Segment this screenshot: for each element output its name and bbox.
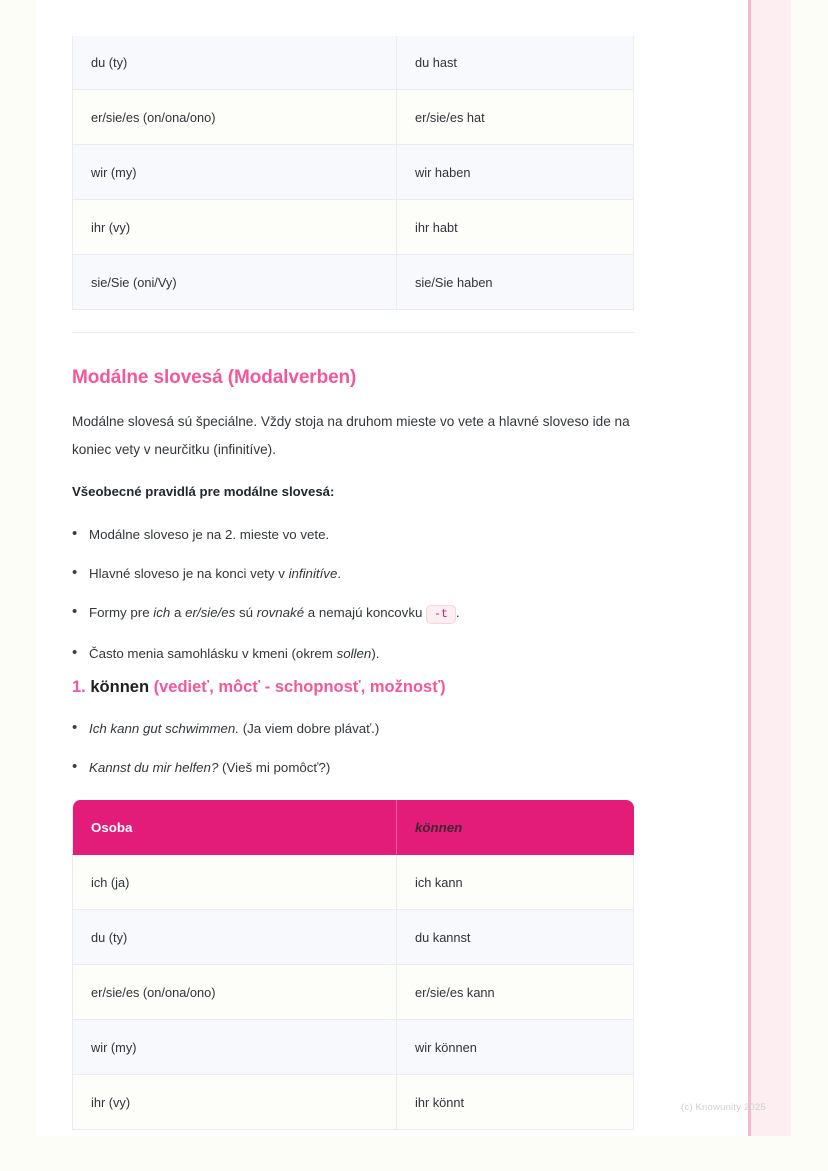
text-run: sú bbox=[235, 605, 257, 620]
verb-number: 1. bbox=[72, 678, 86, 696]
cell-form: er/sie/es kann bbox=[397, 965, 634, 1020]
section-paragraph: Modálne slovesá sú špeciálne. Vždy stoja na druhom mieste vo vete a hlavné sloveso ide na koniec vety v neurčitku (infinitíve). bbox=[72, 414, 630, 457]
cell-person: du (ty) bbox=[72, 36, 397, 90]
example-german: Kannst du mir helfen? bbox=[89, 760, 219, 775]
cell-person: sie/Sie (oni/Vy) bbox=[72, 255, 397, 310]
emphasis-text: ich bbox=[153, 605, 171, 620]
cell-person: er/sie/es (on/ona/ono) bbox=[72, 965, 397, 1020]
verb-gloss: (vedieť, môcť - schopnosť, možnosť) bbox=[153, 678, 446, 696]
cell-person: wir (my) bbox=[72, 145, 397, 200]
column-header-verb: können bbox=[397, 800, 634, 855]
cell-person: ihr (vy) bbox=[72, 200, 397, 255]
cell-form: ihr habt bbox=[397, 200, 634, 255]
table-row bbox=[72, 1075, 634, 1130]
cell-person: ihr (vy) bbox=[72, 1075, 397, 1130]
cell-person: wir (my) bbox=[72, 1020, 397, 1075]
cell-form: du hast bbox=[397, 36, 634, 90]
text-run: Modálne sloveso je na 2. mieste vo vete. bbox=[89, 527, 330, 542]
text-run: a bbox=[170, 605, 186, 620]
table-row bbox=[72, 855, 634, 910]
verb-heading bbox=[72, 678, 446, 697]
document-card bbox=[36, 0, 750, 1136]
koennen-table-head bbox=[72, 800, 634, 855]
table-row bbox=[72, 1020, 634, 1075]
list-item bbox=[64, 525, 634, 545]
table-row bbox=[72, 90, 634, 145]
cell-person: er/sie/es (on/ona/ono) bbox=[72, 90, 397, 145]
list-item bbox=[64, 564, 634, 584]
list-item bbox=[64, 719, 634, 739]
emphasis-text: er/sie/es bbox=[185, 605, 236, 620]
table-row bbox=[72, 145, 634, 200]
table-row bbox=[72, 200, 634, 255]
koennen-conjugation-table bbox=[72, 800, 634, 1130]
text-run: a nemajú koncovku bbox=[304, 605, 427, 620]
table-row bbox=[72, 36, 634, 90]
copyright-watermark: (c) Knowunity 2025 bbox=[681, 1102, 766, 1113]
inline-code-badge: -t bbox=[426, 605, 456, 624]
emphasis-text: infinitíve bbox=[288, 566, 338, 581]
cell-form: du kannst bbox=[397, 910, 634, 965]
cell-person: ich (ja) bbox=[72, 855, 397, 910]
text-run: Často menia samohlásku v kmeni (okrem bbox=[89, 646, 337, 661]
table-row bbox=[72, 910, 634, 965]
cell-form: sie/Sie haben bbox=[397, 255, 634, 310]
verb-word: können bbox=[90, 678, 150, 696]
cell-form: ich kann bbox=[397, 855, 634, 910]
table-row bbox=[72, 255, 634, 310]
column-header-person: Osoba bbox=[72, 800, 397, 855]
rules-heading: Všeobecné pravidlá pre modálne slovesá: bbox=[72, 484, 335, 499]
table-header-row bbox=[72, 800, 634, 855]
rules-list bbox=[64, 525, 634, 664]
haben-table-body bbox=[72, 36, 634, 310]
example-german: Ich kann gut schwimmen. bbox=[89, 721, 240, 736]
examples-list bbox=[64, 719, 634, 778]
cell-form: wir können bbox=[397, 1020, 634, 1075]
koennen-table-body bbox=[72, 855, 634, 1130]
section-divider bbox=[72, 332, 634, 333]
list-item bbox=[64, 644, 634, 664]
list-item bbox=[64, 758, 634, 778]
example-translation: (Vieš mi pomôcť?) bbox=[218, 760, 331, 775]
text-run: . bbox=[337, 566, 342, 581]
cell-form: wir haben bbox=[397, 145, 634, 200]
emphasis-text: rovnaké bbox=[256, 605, 305, 620]
page-title: Modálne slovesá (Modalverben) bbox=[72, 367, 357, 388]
list-item bbox=[64, 603, 634, 625]
example-translation: (Ja viem dobre plávať.) bbox=[239, 721, 380, 736]
right-rail-panel bbox=[751, 0, 791, 1136]
text-run: Hlavné sloveso je na konci vety v bbox=[89, 566, 289, 581]
cell-form: er/sie/es hat bbox=[397, 90, 634, 145]
emphasis-text: sollen bbox=[336, 646, 372, 661]
haben-conjugation-table-wrap bbox=[72, 36, 634, 310]
table-row bbox=[72, 965, 634, 1020]
cell-person: du (ty) bbox=[72, 910, 397, 965]
koennen-conjugation-table-wrap bbox=[72, 800, 634, 1130]
haben-conjugation-table bbox=[72, 36, 634, 310]
cell-form: ihr könnt bbox=[397, 1075, 634, 1130]
text-run: ). bbox=[371, 646, 380, 661]
text-run: Formy pre bbox=[89, 605, 154, 620]
text-run: . bbox=[455, 605, 460, 620]
